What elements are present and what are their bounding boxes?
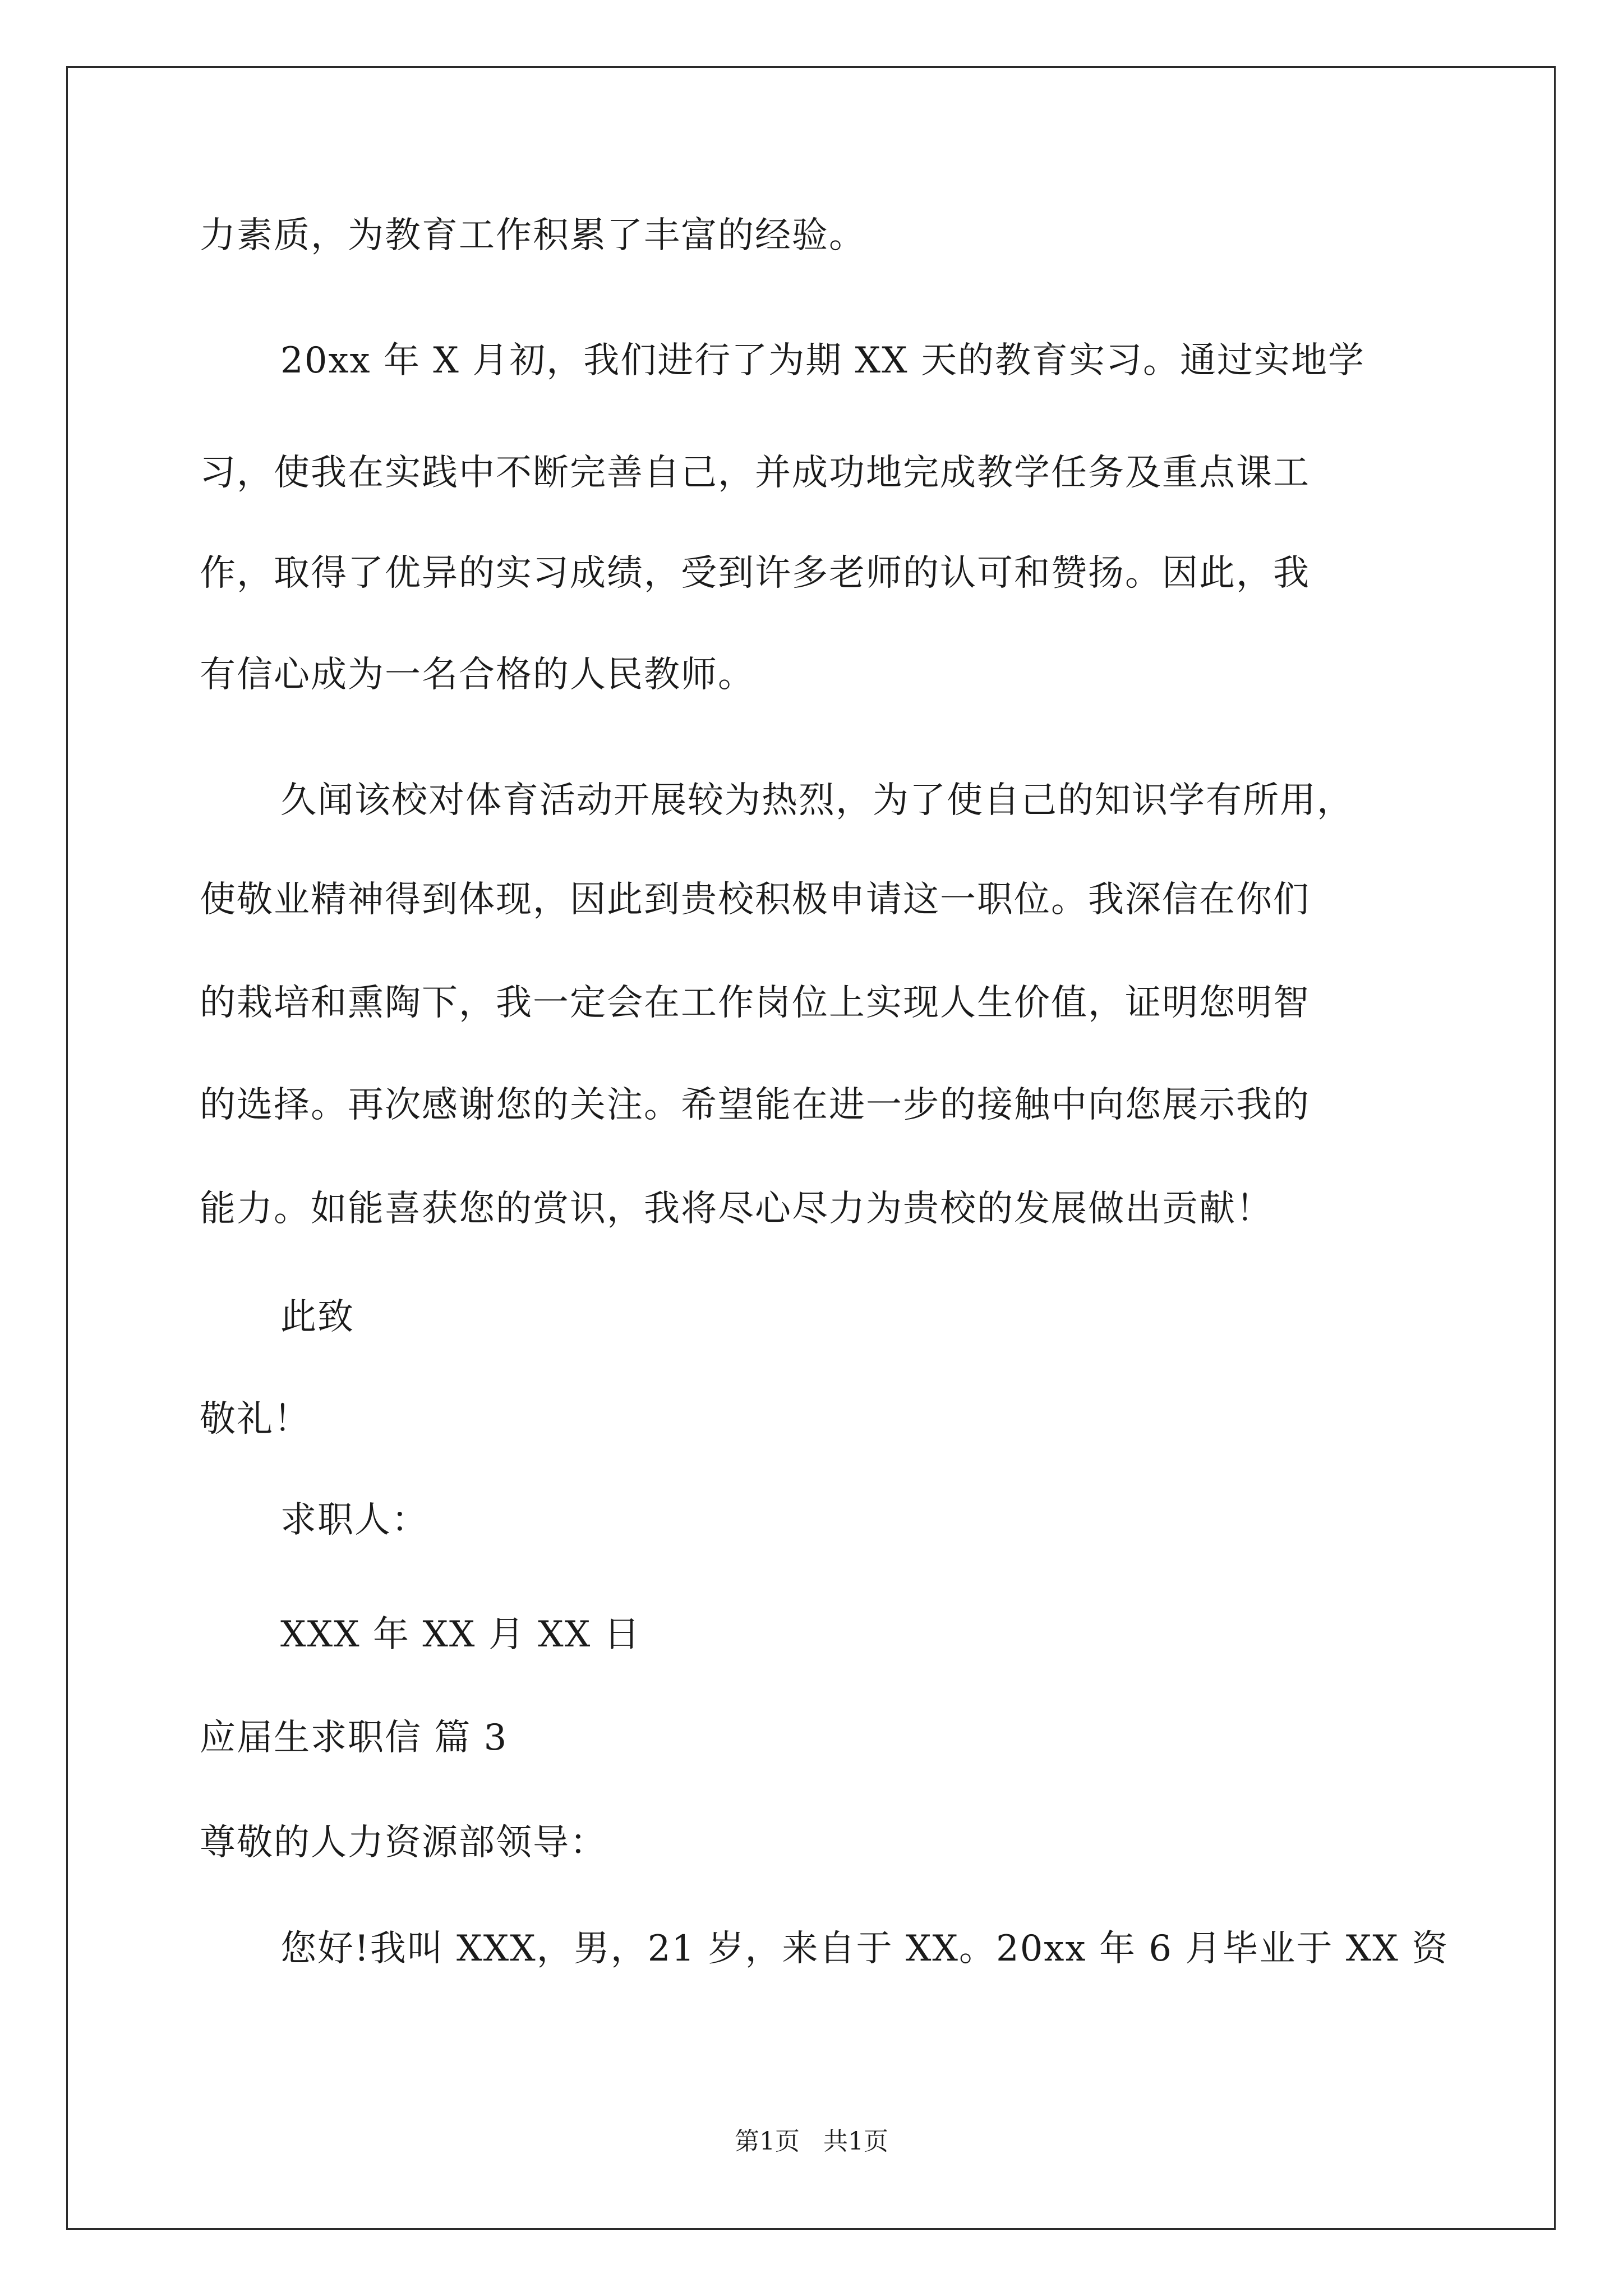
closing-regards: 敬礼！ xyxy=(200,1398,311,1440)
body-line-3: 习，使我在实践中不断完善自己，并成功地完成教学任务及重点课工 xyxy=(200,452,1310,494)
body-line-6: 久闻该校对体育活动开展较为热烈，为了使自己的知识学有所用， xyxy=(280,780,1354,821)
body-line-intro: 您好!我叫 XXX，男，21 岁，来自于 XX。20xx 年 6 月毕业于 XX 资 xyxy=(280,1928,1449,1970)
body-line-9: 的选择。再次感谢您的关注。希望能在进一步的接触中向您展示我的 xyxy=(200,1084,1310,1126)
body-line-2: 20xx 年 X 月初，我们进行了为期 XX 天的教育实习。通过实地学 xyxy=(280,340,1366,381)
body-line-4: 作，取得了优异的实习成绩，受到许多老师的认可和赞扬。因此，我 xyxy=(200,553,1310,594)
body-line-1: 力素质，为教育工作积累了丰富的经验。 xyxy=(200,215,866,256)
body-line-7: 使敬业精神得到体现，因此到贵校积极申请这一职位。我深信在你们 xyxy=(200,879,1310,921)
page-footer: 第1页 共1页 xyxy=(735,2127,888,2156)
section-heading: 应届生求职信 篇 3 xyxy=(200,1717,508,1759)
closing-salutation: 此致 xyxy=(280,1296,354,1338)
body-line-5: 有信心成为一名合格的人民教师。 xyxy=(200,654,755,696)
body-line-8: 的栽培和熏陶下，我一定会在工作岗位上实现人生价值，证明您明智 xyxy=(200,982,1310,1024)
applicant-label: 求职人： xyxy=(280,1499,428,1541)
page-border xyxy=(66,66,1556,2230)
date-line: XXX 年 XX 月 XX 日 xyxy=(280,1614,641,1655)
greeting-line: 尊敬的人力资源部领导： xyxy=(200,1822,607,1864)
body-line-10: 能力。如能喜获您的赏识，我将尽心尽力为贵校的发展做出贡献！ xyxy=(200,1188,1273,1230)
